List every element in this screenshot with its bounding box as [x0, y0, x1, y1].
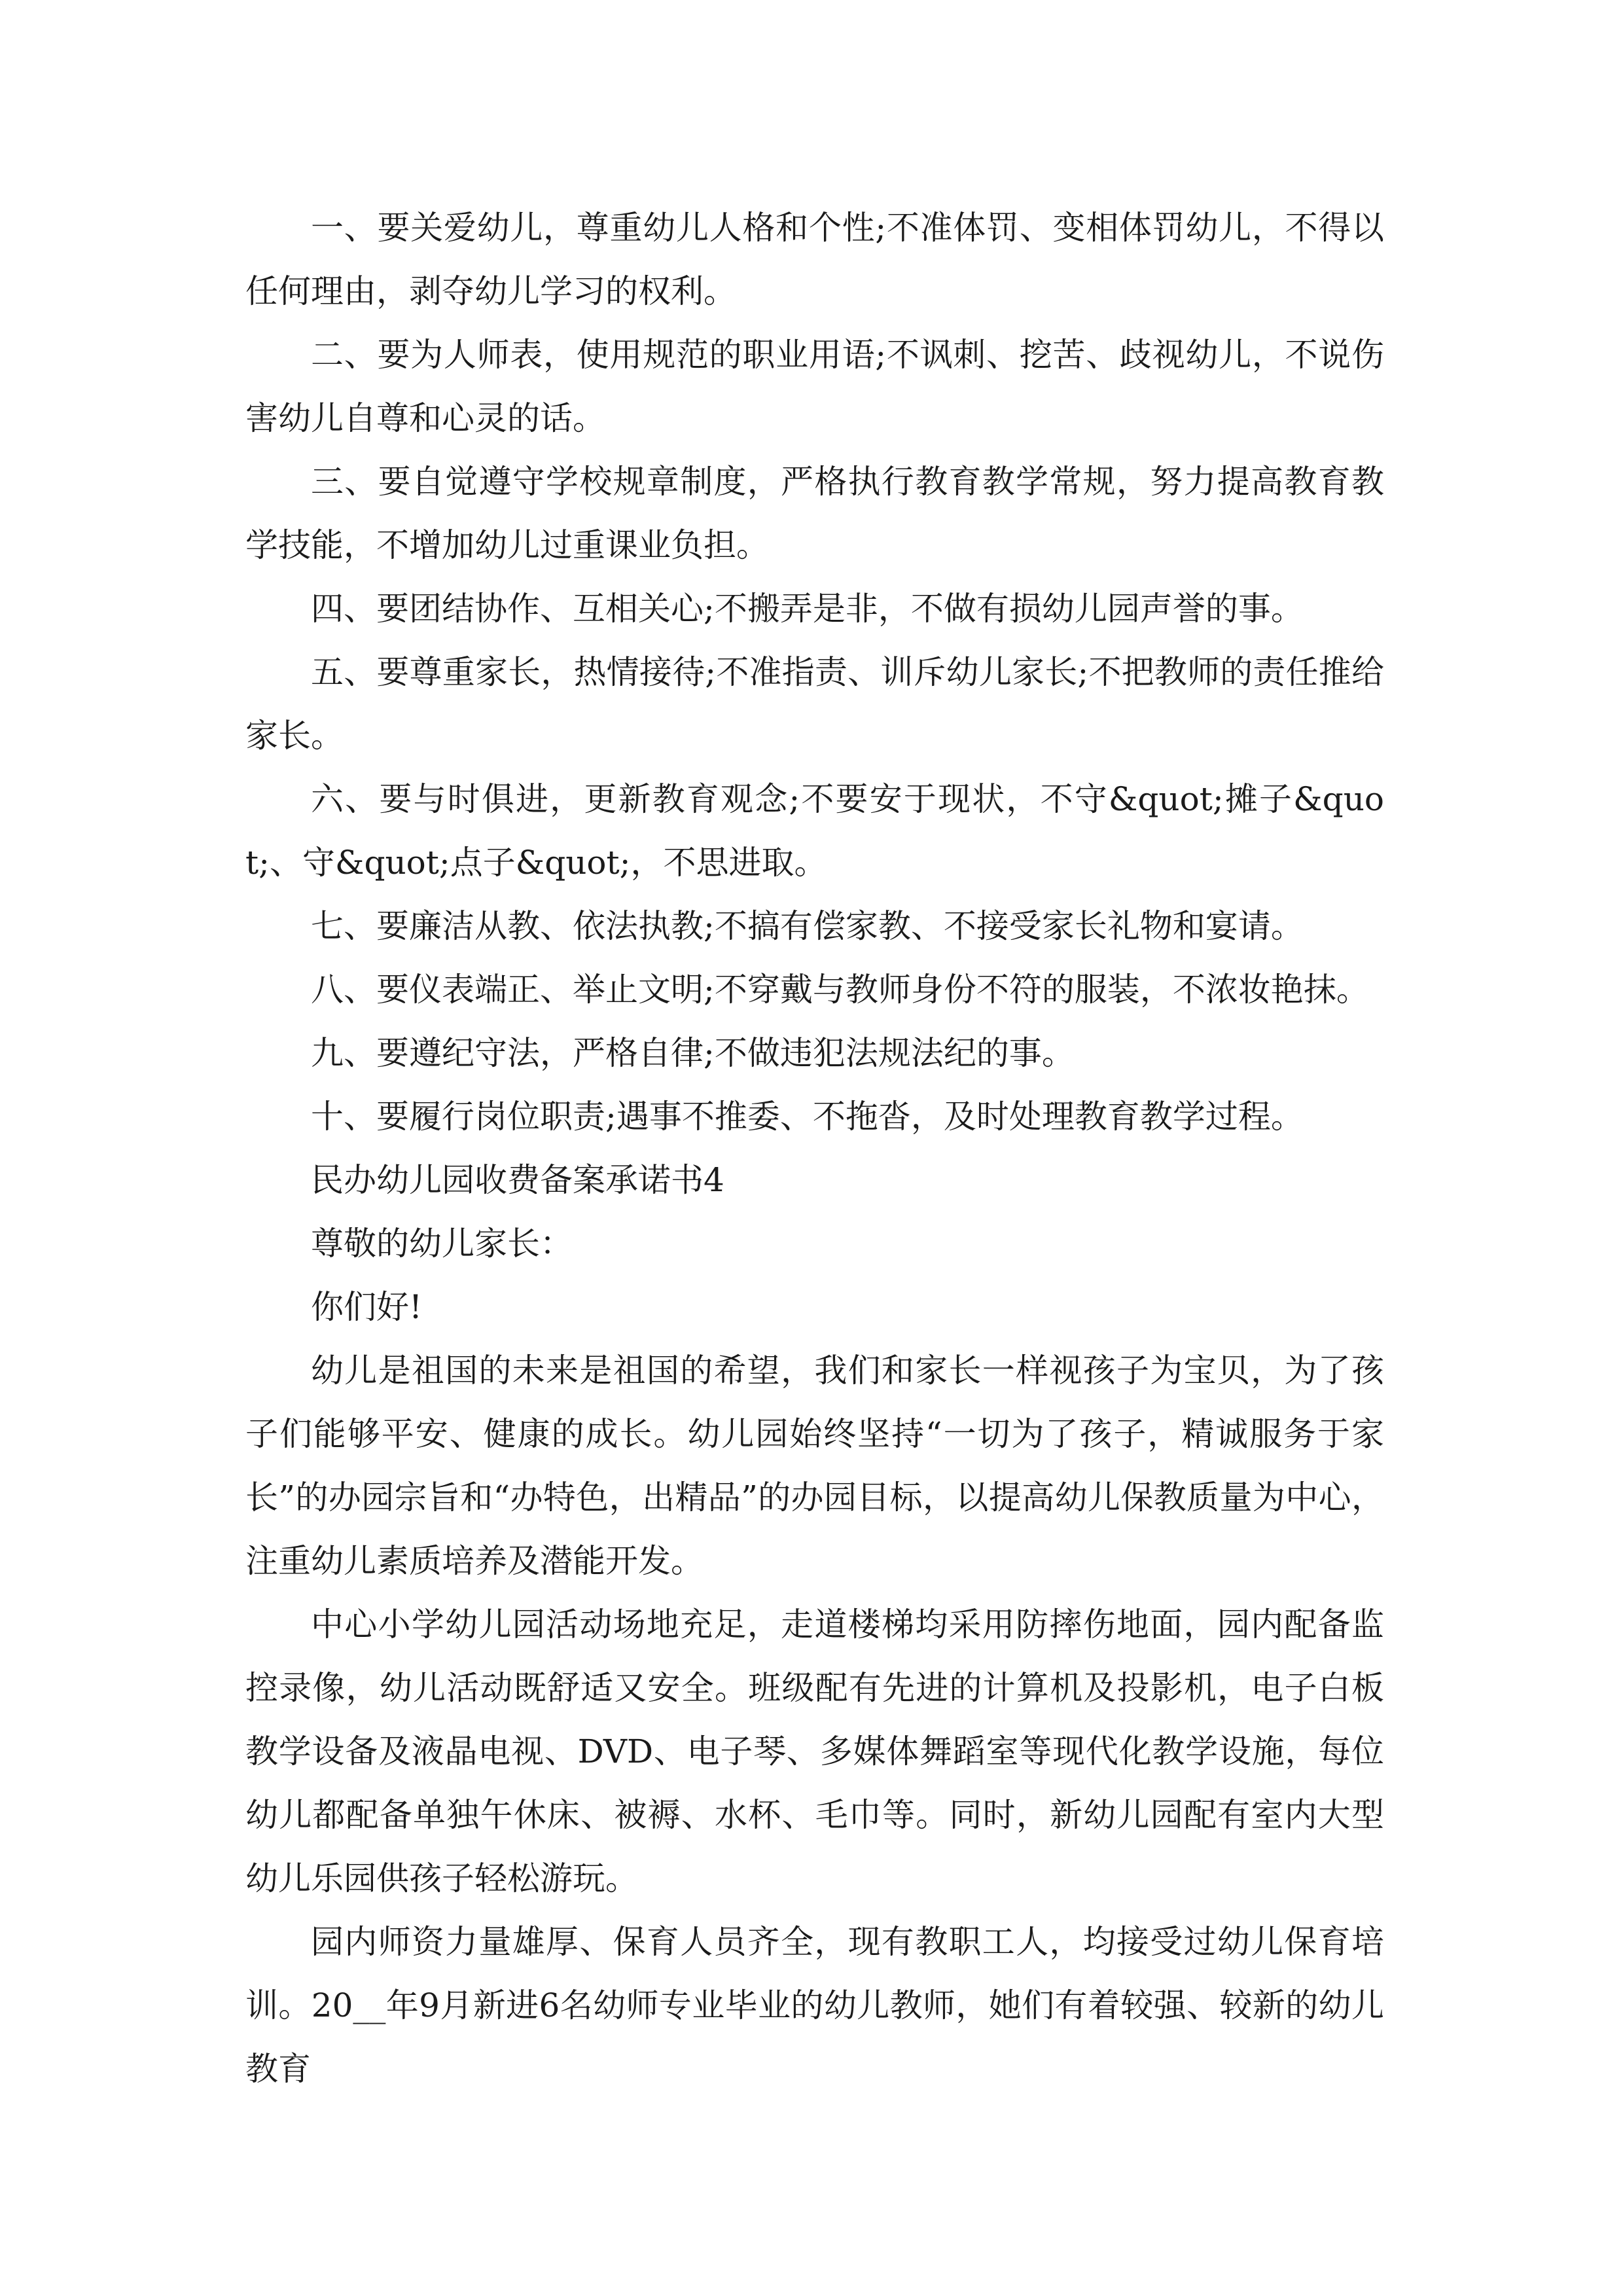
paragraph-staff: 园内师资力量雄厚、保育人员齐全，现有教职工人，均接受过幼儿保育培训。20__年9月新进6名幼师专业毕业的幼儿教师，她们有着较强、较新的幼儿教育 [245, 1923, 1384, 2088]
paragraph-5: 五、要尊重家长，热情接待;不准指责、训斥幼儿家长;不把教师的责任推给家长。 [245, 653, 1384, 755]
paragraph-7: 七、要廉洁从教、依法执教;不搞有偿家教、不接受家长礼物和宴请。 [311, 907, 1304, 945]
paragraph-facilities: 中心小学幼儿园活动场地充足，走道楼梯均采用防摔伤地面，园内配备监控录像，幼儿活动既舒适又安全。班级配有先进的计算机及投影机，电子白板教学设备及液晶电视、DVD、电子琴、多媒体舞蹈室等现代化教学设施，每位幼儿都配备单独午休床、被褥、水杯、毛巾等。同时，新幼儿园配有室内大型幼儿乐园供孩子轻松游玩。 [245, 1605, 1384, 1897]
paragraph-4: 四、要团结协作、互相关心;不搬弄是非，不做有损幼儿园声誉的事。 [311, 590, 1304, 628]
paragraph-1: 一、要关爱幼儿，尊重幼儿人格和个性;不准体罚、变相体罚幼儿，不得以任何理由，剥夺幼儿学习的权利。 [245, 209, 1384, 310]
paragraph-9: 九、要遵纪守法，严格自律;不做违犯法规法纪的事。 [311, 1034, 1075, 1072]
document-body [245, 196, 1384, 2101]
salutation: 尊敬的幼儿家长： [311, 1225, 573, 1263]
section-heading: 民办幼儿园收费备案承诺书4 [311, 1161, 724, 1199]
paragraph-intro: 幼儿是祖国的未来是祖国的希望，我们和家长一样视孩子为宝贝，为了孩子们能够平安、健康的成长。幼儿园始终坚持“一切为了孩子，精诚服务于家长”的办园宗旨和“办特色，出精品”的办园目标，以提高幼儿保教质量为中心，注重幼儿素质培养及潜能开发。 [245, 1352, 1384, 1580]
paragraph-10: 十、要履行岗位职责;遇事不推委、不拖沓，及时处理教育教学过程。 [311, 1098, 1304, 1136]
paragraph-3: 三、要自觉遵守学校规章制度，严格执行教育教学常规，努力提高教育教学技能，不增加幼儿过重课业负担。 [245, 463, 1384, 564]
paragraph-2: 二、要为人师表，使用规范的职业用语;不讽刺、挖苦、歧视幼儿，不说伤害幼儿自尊和心灵的话。 [245, 336, 1384, 437]
greeting: 你们好! [311, 1288, 423, 1326]
paragraph-8: 八、要仪表端正、举止文明;不穿戴与教师身份不符的服装，不浓妆艳抹。 [311, 971, 1369, 1009]
paragraph-6: 六、要与时俱进，更新教育观念;不要安于现状，不守&quot;摊子&quot;、守&quot;点子&quot;，不思进取。 [245, 780, 1384, 882]
